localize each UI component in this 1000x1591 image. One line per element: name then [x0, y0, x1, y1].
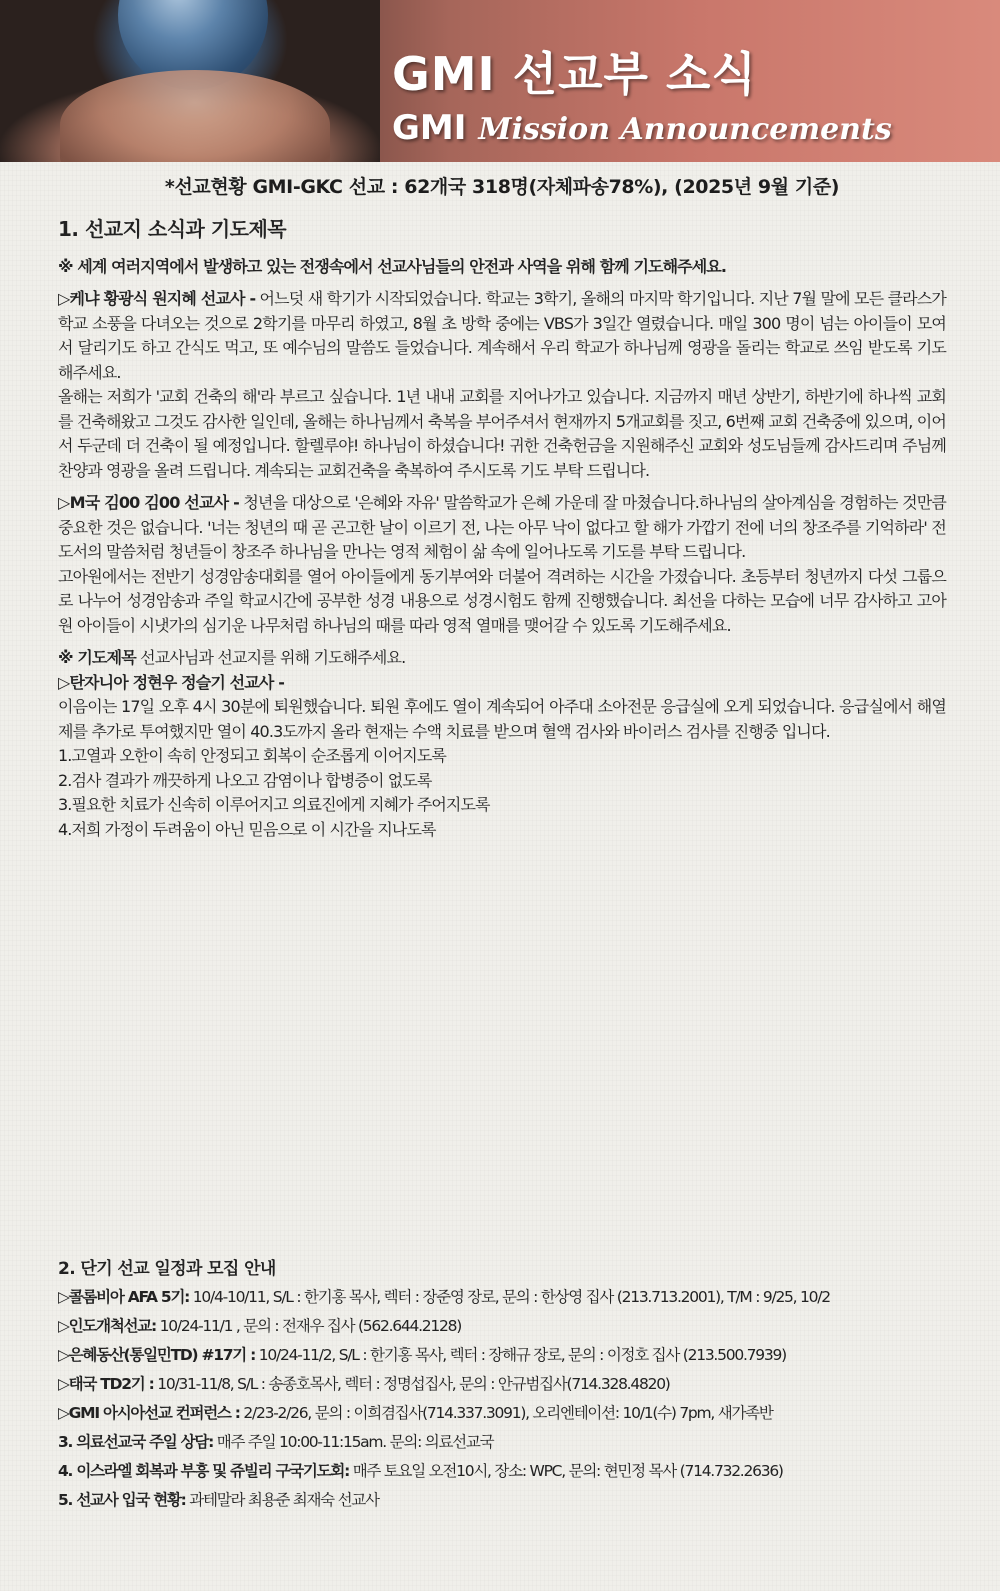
- mcountry-report: [58, 491, 946, 638]
- section-text: 매주 주일 10:00-11:15am. 문의: 의료선교국: [213, 1433, 494, 1451]
- mcountry-para2: 고아원에서는 전반기 성경암송대회를 열어 아이들에게 동기부여와 더불어 격려하는 시간을 가졌습니다. 초등부터 청년까지 다섯 그룹으로 나누어 성경암송과 주일 학교시간에 공부한 성경 내용으로 성경시험도 함께 진행했습니다. 최선을 다하는 모습에 너무 감사하고 고아원 아이들이 시냇가의 심기운 나무처럼 하나님의 때를 따라 영적 열매를 맺어갈 수 있도록 기도해주세요.: [58, 566, 946, 635]
- section-text: 과테말라 최용준 최재숙 선교사: [185, 1491, 379, 1509]
- prayer-requests: [58, 646, 946, 842]
- header-banner: [0, 0, 1000, 162]
- schedule-row: [58, 1399, 946, 1428]
- tanzania-text: 이음이는 17일 오후 4시 30분에 퇴원했습니다. 퇴원 후에도 열이 계속되어 아주대 소아전문 응급실에 오게 되었습니다. 응급실에서 해열제를 추가로 투여했지만 열이 40.3도까지 올라 현재는 수액 치료를 받으며 혈액 검사와 바이러스 검사를 진행중 입니다.: [58, 697, 946, 741]
- schedule-text: 10/4-10/11, S/L : 한기홍 목사, 렉터 : 장준영 장로, 문의 : 한상영 집사 (213.713.2001), T/M : 9/25, 10/2: [189, 1288, 830, 1306]
- tanzania-prayer-list: [58, 744, 946, 842]
- schedule-row: [58, 1283, 946, 1312]
- kenya-report: [58, 287, 946, 483]
- hands-icon: [60, 70, 330, 162]
- mcountry-text1: 청년을 대상으로 '은혜와 자유' 말씀학교가 은혜 가운데 잘 마쳤습니다.하나님의 살아계심을 경험하는 것만큼 중요한 것은 없습니다. '너는 청년의 때 곧 곤고한 날이 이르기 전, 나는 아무 낙이 없다고 할 해가 가깝기 전에 너의 창조주를 기억하라' 전도서의 말씀처럼 청년들이 창조주 하나님을 만나는 영적 체험이 삶 속에 일어나도록 기도를 부탁 드립니다.: [58, 493, 946, 561]
- kenya-title: ▷케냐 황광식 원지혜 선교사 -: [58, 289, 256, 308]
- prayer-line: [58, 646, 946, 671]
- section1-notice: ※ 세계 여러지역에서 발생하고 있는 전쟁속에서 선교사님들의 안전과 사역을 위해 함께 기도해주세요.: [58, 257, 727, 276]
- schedule-row: [58, 1341, 946, 1370]
- section-label: 4. 이스라엘 회복과 부흥 및 쥬빌리 구국기도회:: [58, 1462, 350, 1480]
- list-item: 2.검사 결과가 깨끗하게 나오고 감염이나 합병증이 없도록: [58, 770, 432, 790]
- schedule-text: 10/31-11/8, S/L : 송종호목사, 렉터 : 정명섭집사, 문의 : 안규범집사(714.328.4820): [153, 1375, 670, 1393]
- section1-heading: 1. 선교지 소식과 기도제목: [58, 217, 287, 241]
- section-label: 3. 의료선교국 주일 상담:: [58, 1433, 214, 1451]
- schedule-label: ▷태국 TD2기 :: [58, 1375, 154, 1393]
- banner-subtitle: [392, 108, 892, 148]
- schedule-text: 2/23-2/26, 문의 : 이희겸집사(714.337.3091), 오리엔테이션: 10/1(수) 7pm, 새가족반: [239, 1404, 773, 1422]
- banner-subtitle-gmi: GMI: [392, 108, 467, 148]
- schedule-label: ▷인도개척선교:: [58, 1317, 156, 1335]
- banner-title: GMI 선교부 소식: [392, 47, 757, 101]
- section2: [58, 1254, 946, 1515]
- globe-in-hands-image: [0, 0, 380, 162]
- tanzania-title-line: [58, 671, 946, 696]
- prayer-text: 선교사님과 선교지를 위해 기도해주세요.: [135, 648, 406, 667]
- schedule-text: 10/24-11/1 , 문의 : 전재우 집사 (562.644.2128): [155, 1317, 462, 1335]
- missionary-arrival-row: [58, 1486, 946, 1515]
- banner-subtitle-en: Mission Announcements: [478, 112, 892, 147]
- mission-stats: *선교현황 GMI-GKC 선교 : 62개국 318명(자체파송78%), (2025년 9월 기준): [164, 176, 840, 198]
- mcountry-title: ▷M국 김00 김00 선교사 -: [58, 493, 239, 512]
- section2-heading: 2. 단기 선교 일정과 모집 안내: [58, 1259, 276, 1279]
- kenya-para2: 올해는 저희가 '교회 건축의 해'라 부르고 싶습니다. 1년 내내 교회를 지어나가고 있습니다. 지금까지 매년 상반기, 하반기에 하나씩 교회를 건축해왔고 그것도 감사한 일인데, 올해는 하나님께서 축복을 부어주셔서 현재까지 5개교회를 짓고, 6번째 교회 건축중에 있으며, 이어서 두군데 더 건축이 될 예정입니다. 할렐루야! 하나님이 하셨습니다! 귀한 건축헌금을 지원해주신 교회와 성도님들께 감사드리며 주님께 찬양과 영광을 올려 드립니다. 계속되는 교회건축을 축복하여 주시도록 기도 부탁 드립니다.: [58, 387, 946, 480]
- schedule-label: ▷은혜동산(통일민TD) #17기 :: [58, 1346, 256, 1364]
- schedule-text: 10/24-11/2, S/L : 한기홍 목사, 렉터 : 장해규 장로, 문의 : 이정호 집사 (213.500.7939): [255, 1346, 786, 1364]
- kenya-para1: [58, 287, 946, 385]
- list-item: 4.저희 가정이 두려움이 아닌 믿음으로 이 시간을 지나도록: [58, 819, 436, 839]
- section-label: 5. 선교사 입국 현황:: [58, 1491, 186, 1509]
- mcountry-para1: [58, 491, 946, 565]
- section-text: 매주 토요일 오전10시, 장소: WPC, 문의: 현민정 목사 (714.732.2636): [349, 1462, 783, 1480]
- prayer-title: ※ 기도제목: [58, 648, 136, 667]
- schedule-row: [58, 1312, 946, 1341]
- schedule-label: ▷GMI 아시아선교 컨퍼런스 :: [58, 1404, 240, 1422]
- kenya-text1: 어느덧 새 학기가 시작되었습니다. 학교는 3학기, 올해의 마지막 학기입니다. 지난 7월 말에 모든 클라스가 학교 소풍을 다녀오는 것으로 2학기를 마무리 하였고, 8월 초 방학 중에는 VBS가 3일간 열렸습니다. 매일 300 명이 넘는 아이들이 모여서 달리기도 하고 간식도 먹고, 또 예수님의 말씀도 들었습니다. 계속해서 우리 학교가 하나님께 영광을 돌리는 학교로 쓰임 받도록 기도해주세요.: [58, 289, 946, 382]
- schedule-row: [58, 1370, 946, 1399]
- list-item: 3.필요한 치료가 신속히 이루어지고 의료진에게 지혜가 주어지도록: [58, 795, 490, 814]
- tanzania-title: ▷탄자니아 정현우 정슬기 선교사 -: [58, 672, 285, 692]
- medical-consult-row: [58, 1428, 946, 1457]
- list-item: 1.고열과 오한이 속히 안정되고 회복이 순조롭게 이어지도록: [58, 746, 446, 765]
- prayer-meeting-row: [58, 1457, 946, 1486]
- main-content: [58, 172, 946, 850]
- schedule-label: ▷콜롬비아 AFA 5기:: [58, 1288, 190, 1306]
